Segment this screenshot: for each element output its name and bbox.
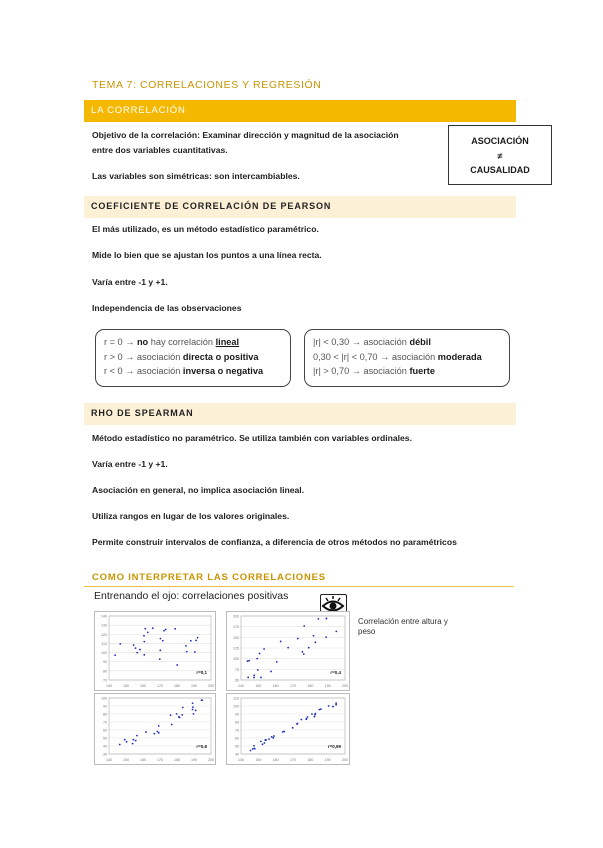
data-point bbox=[252, 748, 254, 750]
y-tick-label: 110 bbox=[101, 641, 107, 646]
data-point bbox=[250, 750, 252, 752]
data-point bbox=[303, 653, 305, 655]
data-point bbox=[326, 618, 328, 620]
data-point bbox=[260, 740, 262, 742]
r-value-label: r=0,99 bbox=[327, 744, 341, 749]
y-tick-label: 80 bbox=[235, 720, 239, 725]
data-point bbox=[313, 635, 315, 637]
y-tick-label: 110 bbox=[233, 696, 239, 701]
data-point bbox=[314, 641, 316, 643]
association-causality-box bbox=[448, 125, 552, 185]
data-point bbox=[248, 660, 250, 662]
data-point bbox=[153, 733, 155, 735]
data-point bbox=[192, 709, 194, 711]
data-point bbox=[308, 647, 310, 649]
pearson-bullet-2: Mide lo bien que se ajustan los puntos a una línea recta. bbox=[92, 250, 322, 260]
x-tick-label: 180 bbox=[307, 758, 314, 762]
section-divider bbox=[84, 586, 514, 587]
data-point bbox=[163, 630, 165, 632]
x-tick-label: 170 bbox=[290, 684, 296, 688]
paragraph-objective-line2: entre dos variables cuantitativas. bbox=[92, 145, 228, 155]
page-title: TEMA 7: CORRELACIONES Y REGRESIÓN bbox=[92, 79, 322, 91]
data-point bbox=[307, 716, 309, 718]
data-point bbox=[300, 719, 302, 721]
section-heading: COEFICIENTE DE CORRELACIÓN DE PEARSON bbox=[91, 201, 332, 211]
x-tick-label: 150 bbox=[255, 684, 262, 688]
x-tick-label: 190 bbox=[191, 758, 197, 762]
y-tick-label: 40 bbox=[235, 752, 239, 757]
data-point bbox=[256, 658, 258, 660]
data-point bbox=[192, 706, 194, 708]
x-tick-label: 160 bbox=[272, 758, 279, 762]
x-tick-label: 180 bbox=[174, 684, 180, 688]
data-point bbox=[302, 651, 304, 653]
data-point bbox=[335, 702, 337, 704]
r-value-label: r=0,1 bbox=[196, 670, 207, 675]
y-tick-label: 50 bbox=[103, 736, 107, 741]
data-point bbox=[193, 713, 195, 715]
section-heading: RHO DE SPEARMAN bbox=[91, 408, 194, 418]
data-point bbox=[114, 654, 116, 656]
y-tick-label: 90 bbox=[103, 704, 107, 709]
x-tick-label: 150 bbox=[123, 684, 129, 688]
data-point bbox=[157, 731, 159, 733]
data-point bbox=[297, 638, 299, 640]
sign-line-positive: r > 0 → asociación directa o positiva bbox=[104, 351, 259, 362]
magnitude-line-moderate: 0,30 < |r| < 0,70 → asociación moderada bbox=[313, 351, 482, 362]
y-tick-label: 100 bbox=[101, 696, 107, 701]
data-point bbox=[257, 669, 259, 671]
data-point bbox=[160, 638, 162, 640]
y-tick-label: 100 bbox=[233, 657, 239, 662]
data-point bbox=[195, 640, 197, 642]
data-point bbox=[292, 727, 294, 729]
x-tick-label: 190 bbox=[324, 684, 331, 688]
data-point bbox=[313, 716, 315, 718]
data-point bbox=[305, 718, 307, 720]
section-heading: LA CORRELACIÓN bbox=[91, 105, 186, 116]
x-tick-label: 190 bbox=[191, 684, 197, 688]
y-tick-label: 40 bbox=[103, 744, 107, 749]
pearson-magnitude-box bbox=[304, 329, 510, 387]
spearman-bullet-3: Asociación en general, no implica asociación lineal. bbox=[92, 485, 305, 495]
data-point bbox=[159, 649, 161, 651]
magnitude-line-strong: |r| > 0,70 → asociación fuerte bbox=[313, 366, 435, 376]
data-point bbox=[174, 628, 176, 630]
box-line-asociacion: ASOCIACIÓN bbox=[471, 136, 529, 146]
magnitude-line-weak: |r| < 0,30 → asociación débil bbox=[313, 337, 431, 347]
spearman-bullet-4: Utiliza rangos en lugar de los valores originales. bbox=[92, 511, 290, 521]
side-note: Correlación entre altura y peso bbox=[358, 617, 448, 636]
data-point bbox=[195, 710, 197, 712]
data-point bbox=[287, 647, 289, 649]
scatter-plot-r01 bbox=[94, 611, 216, 691]
data-point bbox=[136, 652, 138, 654]
x-tick-label: 190 bbox=[324, 758, 331, 762]
data-point bbox=[311, 713, 313, 715]
data-point bbox=[119, 744, 121, 746]
data-point bbox=[176, 664, 178, 666]
y-tick-label: 140 bbox=[101, 614, 107, 619]
pearson-sign-box bbox=[95, 329, 291, 387]
y-tick-label: 70 bbox=[103, 678, 107, 683]
data-point bbox=[197, 637, 199, 639]
data-point bbox=[178, 716, 180, 718]
y-tick-label: 70 bbox=[103, 720, 107, 725]
spearman-bullet-5: Permite construir intervalos de confianza, a diferencia de otros métodos no paramétricos bbox=[92, 537, 457, 547]
data-point bbox=[171, 724, 173, 726]
data-point bbox=[139, 649, 141, 651]
y-tick-label: 30 bbox=[103, 752, 107, 757]
spearman-bullet-2: Varía entre -1 y +1. bbox=[92, 459, 168, 469]
y-tick-label: 100 bbox=[101, 651, 107, 656]
y-tick-label: 50 bbox=[235, 678, 239, 683]
y-tick-label: 60 bbox=[235, 736, 239, 741]
data-point bbox=[126, 741, 128, 743]
x-tick-label: 170 bbox=[157, 684, 163, 688]
data-point bbox=[119, 643, 121, 645]
data-point bbox=[147, 631, 149, 633]
data-point bbox=[136, 735, 138, 737]
data-point bbox=[263, 648, 265, 650]
data-point bbox=[165, 629, 167, 631]
data-point bbox=[325, 636, 327, 638]
y-tick-label: 80 bbox=[103, 712, 107, 717]
data-point bbox=[335, 704, 337, 706]
x-tick-label: 140 bbox=[106, 684, 112, 688]
data-point bbox=[247, 677, 249, 679]
data-point bbox=[201, 699, 203, 701]
x-tick-label: 200 bbox=[208, 758, 214, 762]
box-line-causalidad: CAUSALIDAD bbox=[470, 165, 530, 175]
spearman-bullet-1: Método estadístico no paramétrico. Se utiliza también con variables ordinales. bbox=[92, 433, 412, 443]
x-tick-label: 200 bbox=[342, 758, 348, 762]
x-tick-label: 150 bbox=[123, 758, 129, 762]
data-point bbox=[162, 640, 164, 642]
y-tick-label: 125 bbox=[233, 646, 239, 651]
x-tick-label: 180 bbox=[307, 684, 314, 688]
data-point bbox=[253, 745, 255, 747]
x-tick-label: 170 bbox=[157, 758, 163, 762]
data-point bbox=[158, 732, 160, 734]
y-tick-label: 90 bbox=[103, 660, 107, 665]
data-point bbox=[158, 725, 160, 727]
sign-line-zero: r = 0 → no hay correlación lineal bbox=[104, 337, 240, 347]
data-point bbox=[190, 640, 192, 642]
y-tick-label: 120 bbox=[101, 632, 107, 637]
paragraph-objective-line1: Objetivo de la correlación: Examinar dirección y magnitud de la asociación bbox=[92, 130, 399, 140]
x-tick-label: 140 bbox=[238, 684, 244, 688]
y-tick-label: 200 bbox=[233, 614, 239, 619]
scatter-plot-r08 bbox=[94, 693, 216, 765]
y-tick-label: 150 bbox=[233, 635, 239, 640]
data-point bbox=[186, 651, 188, 653]
data-point bbox=[194, 651, 196, 653]
x-tick-label: 160 bbox=[140, 684, 146, 688]
pearson-bullet-3: Varía entre -1 y +1. bbox=[92, 277, 168, 287]
pearson-bullet-4: Independencia de las observaciones bbox=[92, 303, 242, 313]
x-tick-label: 200 bbox=[342, 684, 348, 688]
box-line-not-equal: ≠ bbox=[497, 150, 503, 161]
x-tick-label: 160 bbox=[272, 684, 279, 688]
scatter-plot-r04 bbox=[226, 611, 350, 691]
data-point bbox=[182, 707, 184, 709]
section-header-spearman bbox=[84, 403, 516, 425]
data-point bbox=[335, 630, 337, 632]
data-point bbox=[259, 653, 261, 655]
data-point bbox=[135, 647, 137, 649]
r-value-label: r=0,8 bbox=[196, 744, 207, 749]
data-point bbox=[181, 714, 183, 716]
data-point bbox=[268, 738, 270, 740]
x-tick-label: 140 bbox=[106, 758, 112, 762]
data-point bbox=[133, 739, 135, 741]
data-point bbox=[192, 702, 194, 704]
data-point bbox=[145, 731, 147, 733]
scatter-plot-r099 bbox=[226, 693, 350, 765]
data-point bbox=[280, 641, 282, 643]
x-tick-label: 150 bbox=[255, 758, 262, 762]
data-point bbox=[260, 677, 262, 679]
x-tick-label: 160 bbox=[140, 758, 146, 762]
data-point bbox=[159, 658, 161, 660]
data-point bbox=[273, 735, 275, 737]
data-point bbox=[283, 731, 285, 733]
y-tick-label: 130 bbox=[101, 623, 107, 628]
y-tick-label: 75 bbox=[235, 667, 239, 672]
data-point bbox=[314, 713, 316, 715]
data-point bbox=[262, 743, 264, 745]
data-point bbox=[247, 660, 249, 662]
y-tick-label: 60 bbox=[103, 728, 107, 733]
paragraph-symmetric: Las variables son simétricas: son intercambiables. bbox=[92, 171, 300, 181]
y-tick-label: 90 bbox=[235, 712, 239, 717]
slide-title: Entrenando el ojo: correlaciones positivas bbox=[94, 590, 289, 602]
data-point bbox=[170, 714, 172, 716]
data-point bbox=[143, 635, 145, 637]
data-point bbox=[185, 645, 187, 647]
data-point bbox=[253, 674, 255, 676]
data-point bbox=[319, 709, 321, 711]
x-tick-label: 170 bbox=[290, 758, 296, 762]
data-point bbox=[303, 625, 305, 627]
x-tick-label: 140 bbox=[238, 758, 244, 762]
x-tick-label: 200 bbox=[208, 684, 214, 688]
y-tick-label: 175 bbox=[233, 625, 239, 630]
data-point bbox=[253, 677, 255, 679]
sign-line-negative: r < 0 → asociación inversa o negativa bbox=[104, 366, 264, 376]
data-point bbox=[152, 627, 154, 629]
section-header-correlacion bbox=[84, 100, 516, 122]
data-point bbox=[328, 705, 330, 707]
data-point bbox=[317, 618, 319, 620]
data-point bbox=[264, 742, 266, 744]
y-tick-label: 50 bbox=[235, 744, 239, 749]
data-point bbox=[332, 706, 334, 708]
data-point bbox=[143, 641, 145, 643]
data-point bbox=[276, 661, 278, 663]
data-point bbox=[272, 737, 274, 739]
r-value-label: r=0,4 bbox=[330, 670, 341, 675]
y-tick-label: 100 bbox=[233, 704, 239, 709]
pearson-bullet-1: El más utilizado, es un método estadístico paramétrico. bbox=[92, 224, 319, 234]
data-point bbox=[132, 743, 134, 745]
data-point bbox=[270, 671, 272, 673]
section-heading-interpret: COMO INTERPRETAR LAS CORRELACIONES bbox=[92, 572, 326, 583]
data-point bbox=[271, 736, 273, 738]
data-point bbox=[176, 713, 178, 715]
data-point bbox=[254, 748, 256, 750]
y-tick-label: 80 bbox=[103, 669, 107, 674]
data-point bbox=[143, 654, 145, 656]
data-point bbox=[144, 628, 146, 630]
data-point bbox=[296, 723, 298, 725]
data-point bbox=[124, 739, 126, 741]
data-point bbox=[265, 739, 267, 741]
section-header-pearson bbox=[84, 196, 516, 218]
data-point bbox=[135, 740, 137, 742]
y-tick-label: 70 bbox=[235, 728, 239, 733]
data-point bbox=[133, 644, 135, 646]
x-tick-label: 180 bbox=[174, 758, 180, 762]
